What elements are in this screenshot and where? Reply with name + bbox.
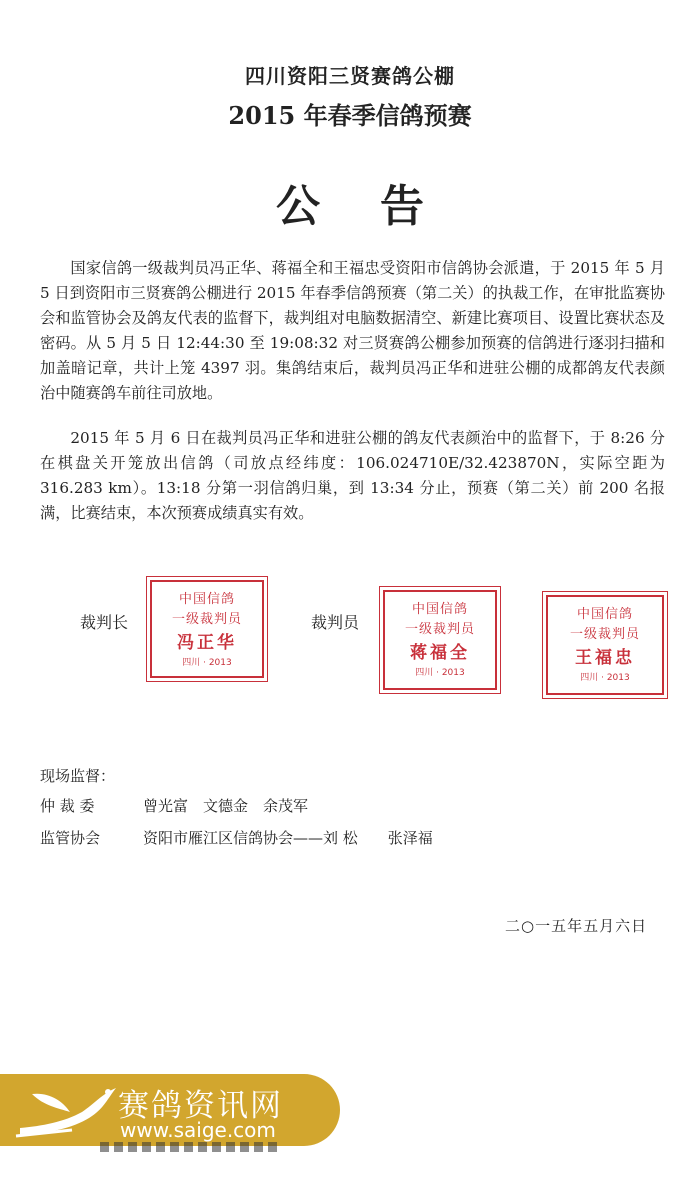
stamp-chief-judge xyxy=(150,580,264,678)
pigeon-logo-icon xyxy=(12,1082,122,1140)
supervisory-association-members: 资阳市雁江区信鸽协会——刘 松 张泽福 xyxy=(143,829,433,847)
paragraph-1: 国家信鸽一级裁判员冯正华、蒋福全和王福忠受资阳市信鸽协会派遣，于 2015 年 5 月 5 日到资阳市三贤赛鸽公棚进行 2015 年春季信鸽预赛（第二关）的执裁工作，在审批监赛协会和监管协会及鸽友代表的监督下，裁判组对电脑数据清空、新建比赛项目、设置比赛状态及密码。从 5 月 5 日 12:44:30 至 19:08:32 对三贤赛鸽公棚参加预赛的信鸽进行逐羽扫描和加盖暗记章，共计上笼 4397 羽。集鸽结束后，裁判员冯正华和进驻公棚的成都鸽友代表颜治中随赛鸽车前往司放地。 xyxy=(40,259,665,402)
supervisory-association-label: 监管协会 xyxy=(40,829,101,847)
stamp-footer: 四川 · 2013 xyxy=(580,673,630,683)
supervision-title: 现场监督： xyxy=(40,767,116,785)
scan-artifact xyxy=(100,1142,280,1152)
stamp-line1: 中国信鸽 xyxy=(411,602,468,617)
stamp-name: 蒋福全 xyxy=(410,643,470,663)
chief-judge-label: 裁判长 xyxy=(80,613,129,632)
watermark-site-name: 赛鸽资讯网 xyxy=(118,1088,283,1124)
stamp-footer: 四川 · 2013 xyxy=(415,668,465,678)
notice-title: 公告 xyxy=(276,181,484,232)
stamp-line1: 中国信鸽 xyxy=(576,607,633,622)
stamp-name: 冯正华 xyxy=(177,633,237,653)
stamp-judge-2 xyxy=(546,595,664,695)
stamp-name: 王福忠 xyxy=(575,648,635,668)
judges-label: 裁判员 xyxy=(311,613,360,632)
stamp-line2: 一级裁判员 xyxy=(569,627,640,642)
paragraph-2: 2015 年 5 月 6 日在裁判员冯正华和进驻公棚的鸽友代表颜治中的监督下，于 8:26 分在棋盘关开笼放出信鸽（司放点经纬度：106.024710E/32.423870N，实际空距为 316.283 km）。13:18 分第一羽信鸽归巢，到 13:34 分止，预赛（第二关）前 200 名报满，比赛结束，本次预赛成绩真实有效。 xyxy=(40,429,665,522)
arbitration-label: 仲 裁 委 xyxy=(40,797,95,815)
document-date: 二○一五年五月六日 xyxy=(505,917,648,935)
stamp-line2: 一级裁判员 xyxy=(404,622,475,637)
stamp-footer: 四川 · 2013 xyxy=(182,658,232,668)
stamp-judge-1 xyxy=(383,590,497,690)
arbitration-members: 曾光富 文德金 余茂军 xyxy=(143,797,309,815)
stamp-line2: 一级裁判员 xyxy=(171,612,242,627)
header-organizer: 四川资阳三贤赛鸽公棚 xyxy=(245,64,455,88)
stamp-line1: 中国信鸽 xyxy=(178,592,235,607)
header-event-title: 2015 年春季信鸽预赛 xyxy=(228,101,472,130)
watermark-url: www.saige.com xyxy=(120,1118,276,1142)
